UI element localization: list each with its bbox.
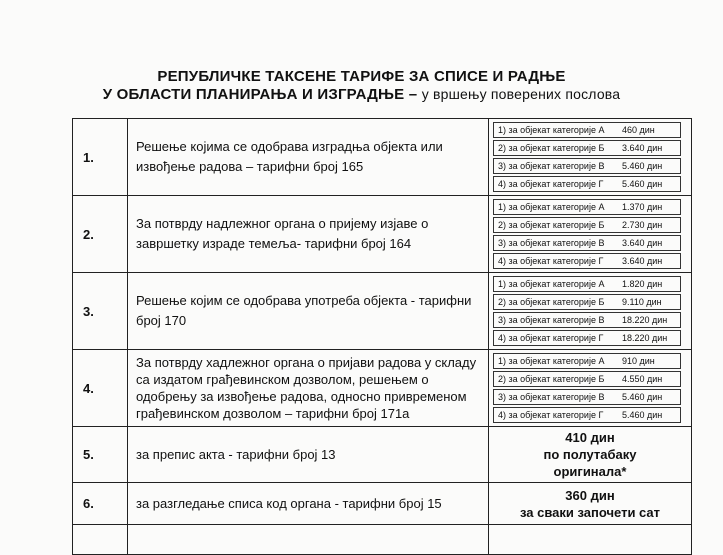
fee-label: 3) за објекат категорије В (498, 161, 605, 171)
fee-item (493, 407, 681, 423)
row-number (73, 525, 128, 555)
fee-item (493, 199, 681, 215)
fee-item (493, 312, 681, 328)
fee-label: 3) за објекат категорије В (498, 315, 605, 325)
fee-summary-line: 410 дин (565, 430, 615, 445)
fee-label: 4) за објекат категорије Г (498, 256, 604, 266)
fee-label: 1) за објекат категорије А (498, 125, 605, 135)
fee-list (489, 119, 692, 196)
row-description (128, 525, 489, 555)
table-row (73, 273, 692, 350)
document-title-line2 (0, 86, 723, 103)
fee-amount: 3.640 дин (622, 238, 663, 248)
fee-summary (489, 427, 692, 483)
table-row (73, 525, 692, 555)
fee-amount: 18.220 дин (622, 333, 668, 343)
row-number: 5. (73, 427, 128, 483)
fee-amount: 910 дин (622, 356, 655, 366)
fee-amount: 460 дин (622, 125, 655, 135)
fee-label: 4) за објекат категорије Г (498, 333, 604, 343)
fee-item (493, 253, 681, 269)
fee-list (489, 273, 692, 350)
fee-summary-line: за сваки започети сат (519, 504, 661, 520)
row-number: 2. (73, 196, 128, 273)
fee-list (489, 350, 692, 427)
fee-amount: 3.640 дин (622, 256, 663, 266)
table-row (73, 119, 692, 196)
fee-summary-line: оригинала* (553, 464, 627, 479)
row-description: за разгледање списа код органа - тарифни број 15 (128, 483, 489, 525)
fee-label: 1) за објекат категорије А (498, 202, 605, 212)
document-title-line1: РЕПУБЛИЧКЕ ТАКСЕНЕ ТАРИФЕ ЗА СПИСЕ И РАДЊЕ (157, 68, 566, 85)
fee-summary (489, 483, 692, 525)
table-row (73, 196, 692, 273)
fee-item (493, 235, 681, 251)
fee-amount: 3.640 дин (622, 143, 663, 153)
fee-amount: 1.820 дин (622, 279, 663, 289)
fee-amount: 18.220 дин (622, 315, 668, 325)
row-description: За потврду хадлежног органа о пријави радова у складу са издатом грађевинском дозволом, решењем о одобрењу за извођење радова, односно привременом грађевинском дозволом – тарифни број 171а (128, 350, 489, 427)
row-description: За потврду надлежног органа о пријему изјаве о завршетку израде темеља- тарифни број 164 (128, 196, 489, 273)
fee-item (493, 389, 681, 405)
row-number: 3. (73, 273, 128, 350)
fee-amount: 5.460 дин (622, 179, 663, 189)
fee-amount: 1.370 дин (622, 202, 663, 212)
fee-label: 3) за објекат категорије В (498, 392, 605, 402)
fee-label: 2) за објекат категорије Б (498, 143, 605, 153)
row-number: 1. (73, 119, 128, 196)
fee-label: 4) за објекат категорије Г (498, 179, 604, 189)
title-line2-subtitle: у вршењу поверених послова (421, 86, 621, 102)
fee-item (493, 217, 681, 233)
fee-label: 1) за објекат категорије А (498, 279, 605, 289)
table-row (73, 427, 692, 483)
fee-item (493, 294, 681, 310)
title-line2-bold: У ОБЛАСТИ ПЛАНИРАЊА И ИЗГРАДЊЕ – (102, 86, 418, 103)
fee-list (489, 196, 692, 273)
fee-amount: 5.460 дин (622, 410, 663, 420)
fee-amount: 5.460 дин (622, 161, 663, 171)
fee-item (493, 158, 681, 174)
row-description: за препис акта - тарифни број 13 (128, 427, 489, 483)
row-number: 6. (73, 483, 128, 525)
fee-amount: 5.460 дин (622, 392, 663, 402)
fee-item (493, 276, 681, 292)
fee-summary-line: 360 дин (565, 487, 615, 503)
table-row (73, 483, 692, 525)
fee-label: 2) за објекат категорије Б (498, 220, 605, 230)
fee-item (493, 176, 681, 192)
fee-label: 4) за објекат категорије Г (498, 410, 604, 420)
row-description: Решење којима се одобрава изградња објекта или извођење радова – тарифни број 165 (128, 119, 489, 196)
tariff-table (72, 118, 692, 555)
fee-item (493, 353, 681, 369)
fee-label: 1) за објекат категорије А (498, 356, 605, 366)
fee-item (493, 330, 681, 346)
fee-amount: 2.730 дин (622, 220, 663, 230)
fee-label: 3) за објекат категорије В (498, 238, 605, 248)
row-number: 4. (73, 350, 128, 427)
fee-label: 2) за објекат категорије Б (498, 297, 605, 307)
fee-label: 2) за објекат категорије Б (498, 374, 605, 384)
fee-item (493, 122, 681, 138)
fee-summary (489, 525, 692, 555)
fee-summary-line: по полутабаку (543, 447, 637, 462)
fee-item (493, 140, 681, 156)
fee-amount: 4.550 дин (622, 374, 663, 384)
fee-item (493, 371, 681, 387)
row-description: Решење којим се одобрава употреба објекта - тарифни број 170 (128, 273, 489, 350)
table-row (73, 350, 692, 427)
fee-amount: 9.110 дин (622, 297, 662, 307)
